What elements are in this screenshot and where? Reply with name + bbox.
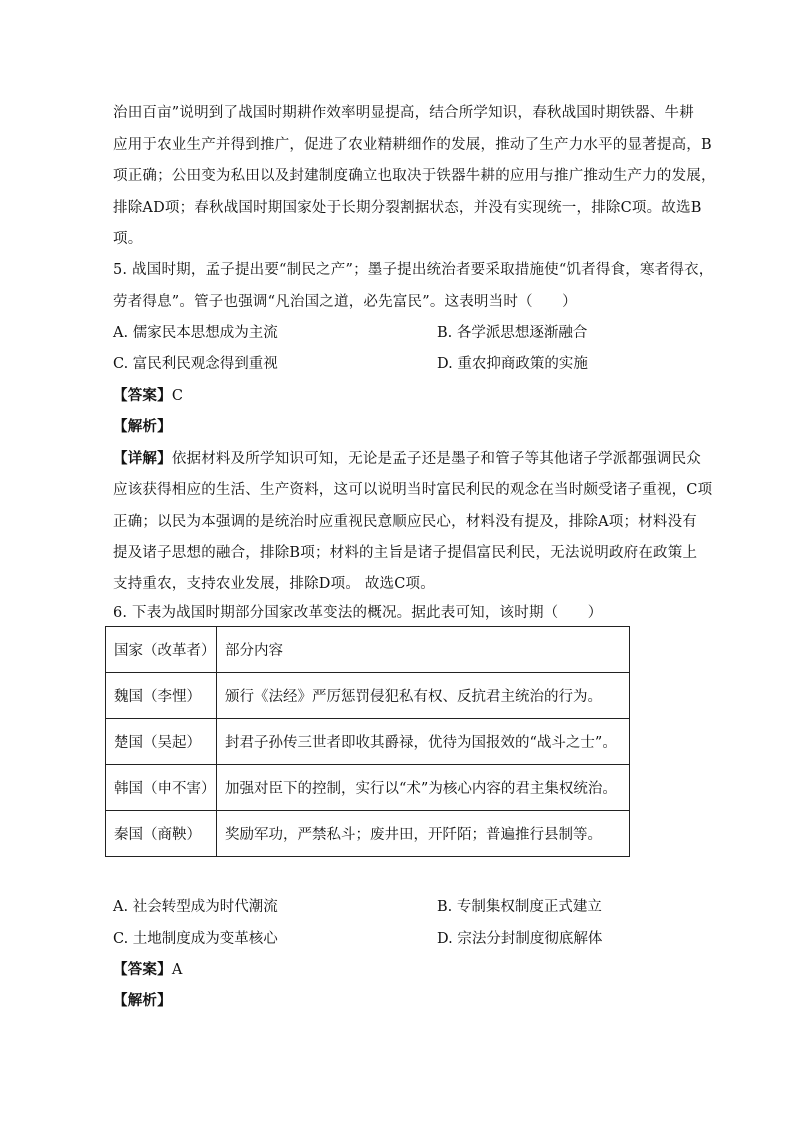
q5-detail-line-1: [113, 449, 702, 469]
table-row: [106, 765, 630, 811]
table-cell-content: 封君子孙传三世者即收其爵禄，优待为国报效的“战斗之士”。: [217, 719, 630, 765]
intro-line-1: 治田百亩”说明到了战国时期耕作效率明显提高，结合所学知识，春秋战国时期铁器、牛耕: [113, 105, 694, 121]
q6-option-c: C. 土地制度成为变革核心: [113, 931, 278, 947]
table-cell-country: 魏国（李悝）: [106, 673, 217, 719]
table-header-row: [106, 627, 630, 673]
reform-table: [105, 626, 630, 857]
q5-answer-value: C: [171, 388, 184, 404]
q6-answer-tag: 【答案】: [113, 961, 172, 978]
q5-stem-line-1: 5. 战国时期，孟子提出要“制民之产”；墨子提出统治者要采取措施使“饥者得食，寒者得衣，: [113, 262, 714, 278]
q5-analysis-line: [113, 417, 683, 437]
table-header-country: 国家（改革者）: [106, 627, 217, 673]
intro-line-5: 项。: [113, 231, 143, 247]
q5-option-a: A. 儒家民本思想成为主流: [113, 325, 278, 341]
q6-answer-value: A: [171, 962, 183, 978]
q5-detail-text-1: 依据材料及所学知识可知，无论是孟子还是墨子和管子等其他诸子学派都强调民众: [171, 451, 702, 467]
q6-analysis-tag: 【解析】: [113, 992, 172, 1009]
q6-stem: 6. 下表为战国时期部分国家改革变法的概况。据此表可知，该时期（ ）: [113, 605, 603, 621]
table-cell-country: 楚国（吴起）: [106, 719, 217, 765]
q5-detail-tag: 【详解】: [113, 450, 172, 467]
q5-option-d: D. 重农抑商政策的实施: [437, 356, 588, 372]
table-row: [106, 811, 630, 857]
intro-line-4: 排除AD项；春秋战国时期国家处于长期分裂割据状态，并没有实现统一，排除C项。故选B: [113, 200, 702, 216]
table-row: [106, 719, 630, 765]
table-cell-content: 颁行《法经》严厉惩罚侵犯私有权、反抗君主统治的行为。: [217, 673, 630, 719]
q6-option-a: A. 社会转型成为时代潮流: [113, 899, 278, 915]
table-row: [106, 673, 630, 719]
q5-option-b: B. 各学派思想逐渐融合: [437, 325, 588, 341]
table-cell-content: 加强对臣下的控制，实行以“术”为核心内容的君主集权统治。: [217, 765, 630, 811]
q6-analysis-line: [113, 991, 683, 1011]
q5-answer-tag: 【答案】: [113, 387, 172, 404]
q6-answer-line: [113, 960, 683, 980]
q6-option-d: D. 宗法分封制度彻底解体: [437, 931, 603, 947]
intro-line-2: 应用于农业生产并得到推广，促进了农业精耕细作的发展，推动了生产力水平的显著提高，B: [113, 137, 712, 153]
q5-detail-line-2: 应该获得相应的生活、生产资料，这可以说明当时富民利民的观念在当时颇受诸子重视，C项: [113, 482, 713, 498]
q5-analysis-tag: 【解析】: [113, 418, 172, 435]
intro-line-3: 项正确；公田变为私田以及封建制度确立也取决于铁器牛耕的应用与推广推动生产力的发展，: [113, 168, 716, 184]
q6-option-b: B. 专制集权制度正式建立: [437, 899, 602, 915]
table-header-content: 部分内容: [217, 627, 630, 673]
q5-answer-line: [113, 386, 683, 406]
table-cell-country: 秦国（商鞅）: [106, 811, 217, 857]
q5-detail-line-4: 提及诸子思想的融合，排除B项；材料的主旨是诸子提倡富民利民，无法说明政府在政策上: [113, 545, 698, 561]
q5-stem-line-2: 劳者得息”。管子也强调“凡治国之道，必先富民”。这表明当时（ ）: [113, 294, 577, 310]
table-cell-country: 韩国（申不害）: [106, 765, 217, 811]
q5-option-c: C. 富民利民观念得到重视: [113, 356, 278, 372]
q5-detail-line-5: 支持重农，支持农业发展，排除D项。 故选C项。: [113, 576, 435, 592]
q5-detail-line-3: 正确；以民为本强调的是统治时应重视民意顺应民心，材料没有提及，排除A项；材料没有: [113, 514, 697, 530]
table-cell-content: 奖励军功，严禁私斗；废井田，开阡陌；普遍推行县制等。: [217, 811, 630, 857]
